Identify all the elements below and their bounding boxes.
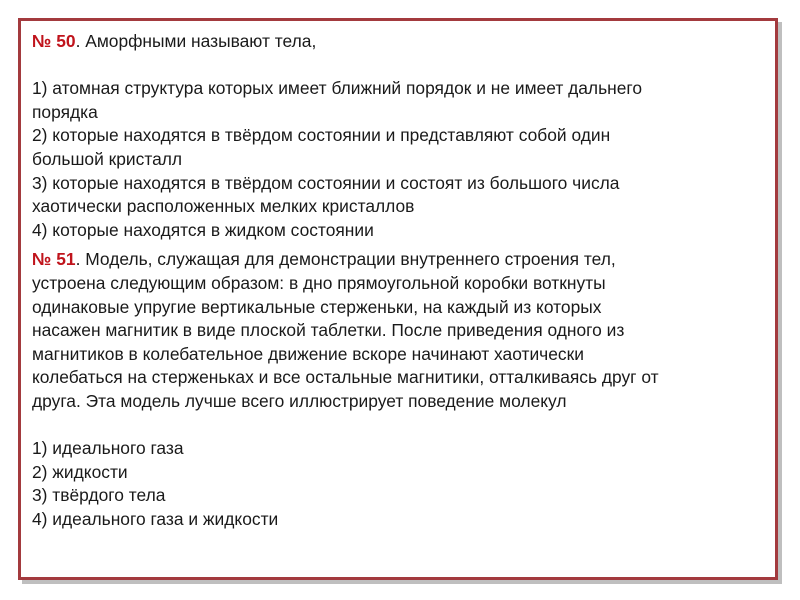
q50-option-3-line-2: хаотически расположенных мелких кристаллов — [32, 196, 415, 217]
slide-content — [32, 30, 767, 531]
q50-option-2-line-2: большой кристалл — [32, 148, 183, 169]
q51-text-line-2: устроена следующим образом: в дно прямоугольной коробки воткнуты — [32, 272, 606, 293]
q51-option-1: 1) идеального газа — [32, 438, 184, 459]
q50-option-1-line-1: 1) атомная структура которых имеет ближний порядок и не имеет дальнего — [32, 78, 643, 99]
q50-intro: . Аморфными называют тела, — [75, 31, 317, 51]
q51-option-3: 3) твёрдого тела — [32, 485, 166, 506]
q50-option-4-line-1: 4) которые находятся в жидком состоянии — [32, 219, 374, 240]
question-50 — [32, 30, 767, 242]
q50-option-2-line-1: 2) которые находятся в твёрдом состоянии и представляют собой один — [32, 125, 611, 146]
q51-option-4: 4) идеального газа и жидкости — [32, 508, 279, 529]
q50-number: № 50 — [32, 31, 76, 51]
q51-text-line-1-rest: . Модель, служащая для демонстрации внутреннего строения тел, — [75, 249, 616, 270]
q51-text-line-5: магнитиков в колебательное движение вскоре начинают хаотически — [32, 343, 584, 364]
spacer — [32, 414, 767, 438]
q50-option-1-line-2: порядка — [32, 101, 98, 122]
q51-text-line-7: друга. Эта модель лучше всего иллюстрирует поведение молекул — [32, 390, 567, 411]
q51-number: № 51 — [32, 249, 76, 270]
q51-text-line-4: насажен магнитик в виде плоской таблетки. После приведения одного из — [32, 320, 625, 341]
q51-option-2: 2) жидкости — [32, 461, 128, 482]
q50-intro-line — [32, 30, 767, 54]
q51-text-line-1 — [32, 248, 767, 272]
q51-text-line-3: одинаковые упругие вертикальные стерженьки, на каждый из которых — [32, 296, 602, 317]
spacer — [32, 54, 767, 78]
question-51 — [32, 248, 767, 531]
q51-text-line-6: колебаться на стерженьках и все остальные магнитики, отталкиваясь друг от — [32, 367, 659, 388]
q50-option-3-line-1: 3) которые находятся в твёрдом состоянии и состоят из большого числа — [32, 172, 620, 193]
